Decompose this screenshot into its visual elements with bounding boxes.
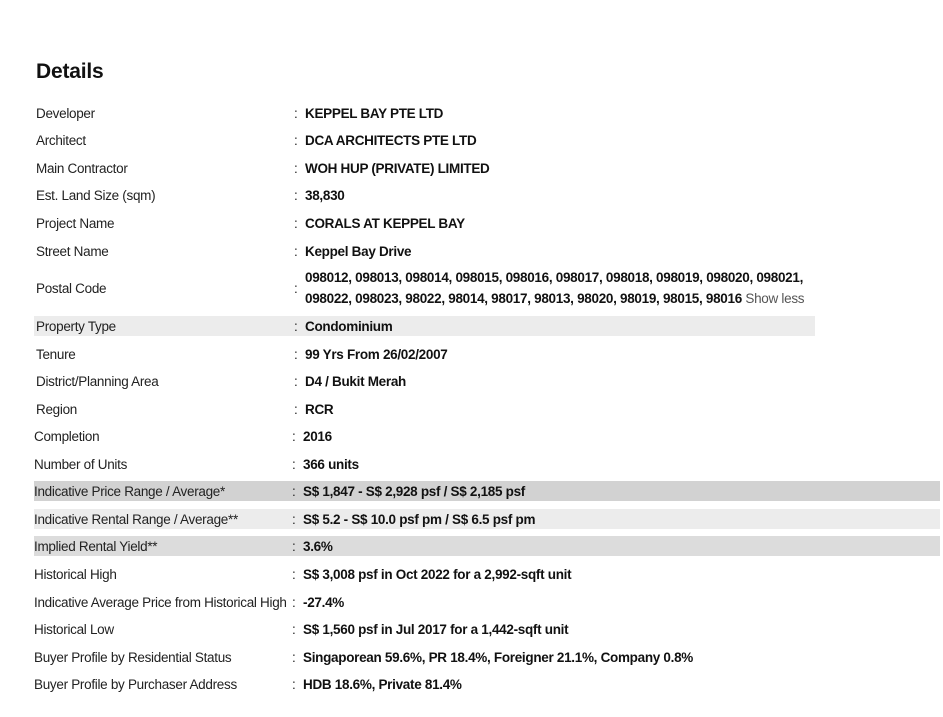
row-label: Property Type bbox=[36, 318, 116, 334]
row-separator: : bbox=[292, 566, 296, 582]
row-value: S$ 3,008 psf in Oct 2022 for a 2,992-sqft unit bbox=[303, 566, 572, 582]
row-label: Main Contractor bbox=[36, 160, 128, 176]
row-value: WOH HUP (PRIVATE) LIMITED bbox=[305, 160, 490, 176]
row-label: Est. Land Size (sqm) bbox=[36, 187, 156, 203]
detail-row-street-name bbox=[34, 241, 940, 261]
row-label: Indicative Average Price from Historical High bbox=[34, 594, 287, 610]
row-separator: : bbox=[292, 456, 296, 472]
row-value: RCR bbox=[305, 401, 334, 417]
detail-row-price-from-high bbox=[34, 592, 940, 612]
row-separator: : bbox=[292, 676, 296, 692]
detail-row-tenure bbox=[34, 344, 940, 364]
detail-row-architect bbox=[34, 130, 940, 150]
show-less-link[interactable]: Show less bbox=[745, 291, 805, 306]
row-value: Singaporean 59.6%, PR 18.4%, Foreigner 21.1%, Company 0.8% bbox=[303, 649, 694, 665]
row-separator: : bbox=[292, 649, 296, 665]
detail-row-postal-code bbox=[34, 267, 940, 309]
row-separator: : bbox=[294, 132, 298, 148]
detail-row-district bbox=[34, 371, 940, 391]
row-value bbox=[305, 267, 825, 309]
row-label: Developer bbox=[36, 105, 95, 121]
detail-row-main-contractor bbox=[34, 158, 940, 178]
row-label: Project Name bbox=[36, 215, 115, 231]
row-value: D4 / Bukit Merah bbox=[305, 373, 406, 389]
row-value: 38,830 bbox=[305, 187, 345, 203]
detail-row-region bbox=[34, 399, 940, 419]
detail-row-rental-yield bbox=[34, 536, 940, 556]
row-value: S$ 1,847 - S$ 2,928 psf / S$ 2,185 psf bbox=[303, 483, 525, 499]
row-label: Implied Rental Yield** bbox=[34, 538, 158, 554]
row-separator: : bbox=[294, 243, 298, 259]
row-value: HDB 18.6%, Private 81.4% bbox=[303, 676, 462, 692]
row-value: -27.4% bbox=[303, 594, 344, 610]
row-label: Street Name bbox=[36, 243, 109, 259]
row-label: Architect bbox=[36, 132, 86, 148]
row-separator: : bbox=[294, 373, 298, 389]
row-separator: : bbox=[294, 280, 298, 296]
row-label: Number of Units bbox=[34, 456, 128, 472]
row-label: Indicative Price Range / Average* bbox=[34, 483, 225, 499]
row-label: Region bbox=[36, 401, 77, 417]
row-value: 99 Yrs From 26/02/2007 bbox=[305, 346, 448, 362]
row-separator: : bbox=[294, 346, 298, 362]
row-value: 2016 bbox=[303, 428, 332, 444]
row-value: 366 units bbox=[303, 456, 359, 472]
row-label: Historical Low bbox=[34, 621, 114, 637]
row-value: CORALS AT KEPPEL BAY bbox=[305, 215, 465, 231]
page-title: Details bbox=[36, 60, 104, 83]
row-separator: : bbox=[294, 401, 298, 417]
row-separator: : bbox=[292, 428, 296, 444]
detail-row-buyer-residential-status bbox=[34, 647, 940, 667]
row-value: 3.6% bbox=[303, 538, 333, 554]
row-value: S$ 5.2 - S$ 10.0 psf pm / S$ 6.5 psf pm bbox=[303, 511, 536, 527]
row-separator: : bbox=[294, 187, 298, 203]
detail-row-number-of-units bbox=[34, 454, 940, 474]
row-label: Completion bbox=[34, 428, 100, 444]
detail-row-completion bbox=[34, 426, 940, 446]
postal-code-list: 098012, 098013, 098014, 098015, 098016, 098017, 098018, 098019, 098020, 098021, 098022, 098023, 98022, 98014, 98017, 98013, 98020, 98019, 98015, 98016 bbox=[305, 270, 804, 306]
detail-row-developer bbox=[34, 103, 940, 123]
detail-row-property-type bbox=[34, 316, 815, 336]
row-separator: : bbox=[292, 511, 296, 527]
row-separator: : bbox=[294, 318, 298, 334]
row-separator: : bbox=[294, 105, 298, 121]
row-value: DCA ARCHITECTS PTE LTD bbox=[305, 132, 477, 148]
row-label: Tenure bbox=[36, 346, 76, 362]
row-separator: : bbox=[294, 160, 298, 176]
row-label: District/Planning Area bbox=[36, 373, 159, 389]
row-separator: : bbox=[292, 594, 296, 610]
row-separator: : bbox=[292, 621, 296, 637]
row-value: Keppel Bay Drive bbox=[305, 243, 412, 259]
row-separator: : bbox=[292, 538, 296, 554]
detail-row-rental-range bbox=[34, 509, 940, 529]
detail-row-price-range bbox=[34, 481, 940, 501]
detail-row-project-name bbox=[34, 213, 940, 233]
row-value: Condominium bbox=[305, 318, 393, 334]
detail-row-historical-low bbox=[34, 619, 940, 639]
row-label: Indicative Rental Range / Average** bbox=[34, 511, 238, 527]
row-separator: : bbox=[294, 215, 298, 231]
row-label: Buyer Profile by Purchaser Address bbox=[34, 676, 237, 692]
row-label: Buyer Profile by Residential Status bbox=[34, 649, 232, 665]
row-value: S$ 1,560 psf in Jul 2017 for a 1,442-sqft unit bbox=[303, 621, 569, 637]
row-label: Postal Code bbox=[36, 280, 107, 296]
row-separator: : bbox=[292, 483, 296, 499]
detail-row-land-size bbox=[34, 185, 940, 205]
row-value: KEPPEL BAY PTE LTD bbox=[305, 105, 444, 121]
row-label: Historical High bbox=[34, 566, 117, 582]
detail-row-buyer-purchaser-address bbox=[34, 674, 940, 694]
detail-row-historical-high bbox=[34, 564, 940, 584]
